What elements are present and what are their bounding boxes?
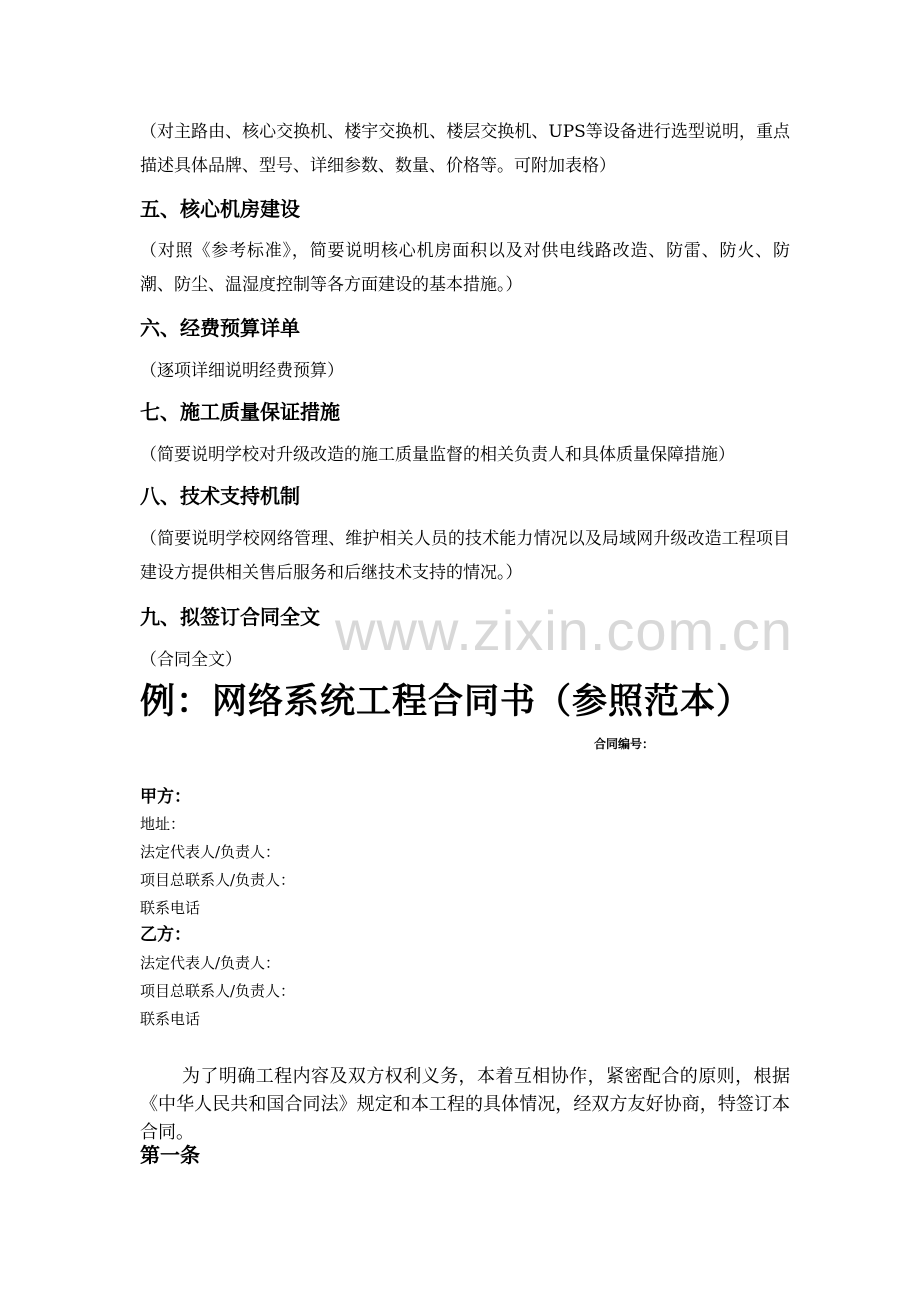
- contract-number-label: 合同编号：: [594, 737, 655, 751]
- party-a-address: 地址：: [140, 815, 186, 833]
- section-8-heading: 八、技术支持机制: [140, 486, 300, 508]
- section-8-description: （简要说明学校网络管理、维护相关人员的技术能力情况以及局域网升级改造工程项目建设方提供相关售后服务和后继技术支持的情况。）: [140, 529, 790, 583]
- section-9-heading: 九、拟签订合同全文: [140, 607, 320, 629]
- party-b-phone: 联系电话: [140, 1010, 201, 1028]
- section-7-heading: 七、施工质量保证措施: [140, 402, 340, 424]
- watermark: www.zixin.com.cn: [335, 599, 793, 662]
- party-a-legal-rep: 法定代表人/负责人：: [140, 843, 281, 861]
- equipment-selection-note: （对主路由、核心交换机、楼宇交换机、楼层交换机、UPS等设备进行选型说明，重点描述具体品牌、型号、详细参数、数量、价格等。可附加表格）: [140, 122, 790, 176]
- party-a-label: 甲方：: [140, 787, 191, 806]
- section-7-description: （简要说明学校对升级改造的施工质量监督的相关负责人和具体质量保障措施）: [140, 445, 735, 465]
- party-b-project-contact: 项目总联系人/负责人：: [140, 982, 296, 1000]
- contract-title: 例：网络系统工程合同书（参照范本）: [140, 682, 753, 721]
- party-b-label: 乙方：: [140, 925, 191, 944]
- section-6-heading: 六、经费预算详单: [140, 318, 300, 340]
- party-b-legal-rep: 法定代表人/负责人：: [140, 954, 281, 972]
- section-6-description: （逐项详细说明经费预算）: [140, 361, 344, 381]
- section-5-heading: 五、核心机房建设: [140, 199, 300, 221]
- party-a-phone: 联系电话: [140, 899, 201, 917]
- section-9-description: （合同全文）: [140, 650, 242, 670]
- contract-preamble: 为了明确工程内容及双方权利义务，本着互相协作，紧密配合的原则，根据《中华人民共和国合同法》规定和本工程的具体情况，经双方友好协商，特签订本合同。: [140, 1066, 790, 1142]
- section-5-description: （对照《参考标准》，简要说明核心机房面积以及对供电线路改造、防雷、防火、防潮、防尘、温湿度控制等各方面建设的基本措施。）: [140, 241, 790, 295]
- article-1-heading: 第一条: [140, 1145, 200, 1167]
- party-a-project-contact: 项目总联系人/负责人：: [140, 871, 296, 889]
